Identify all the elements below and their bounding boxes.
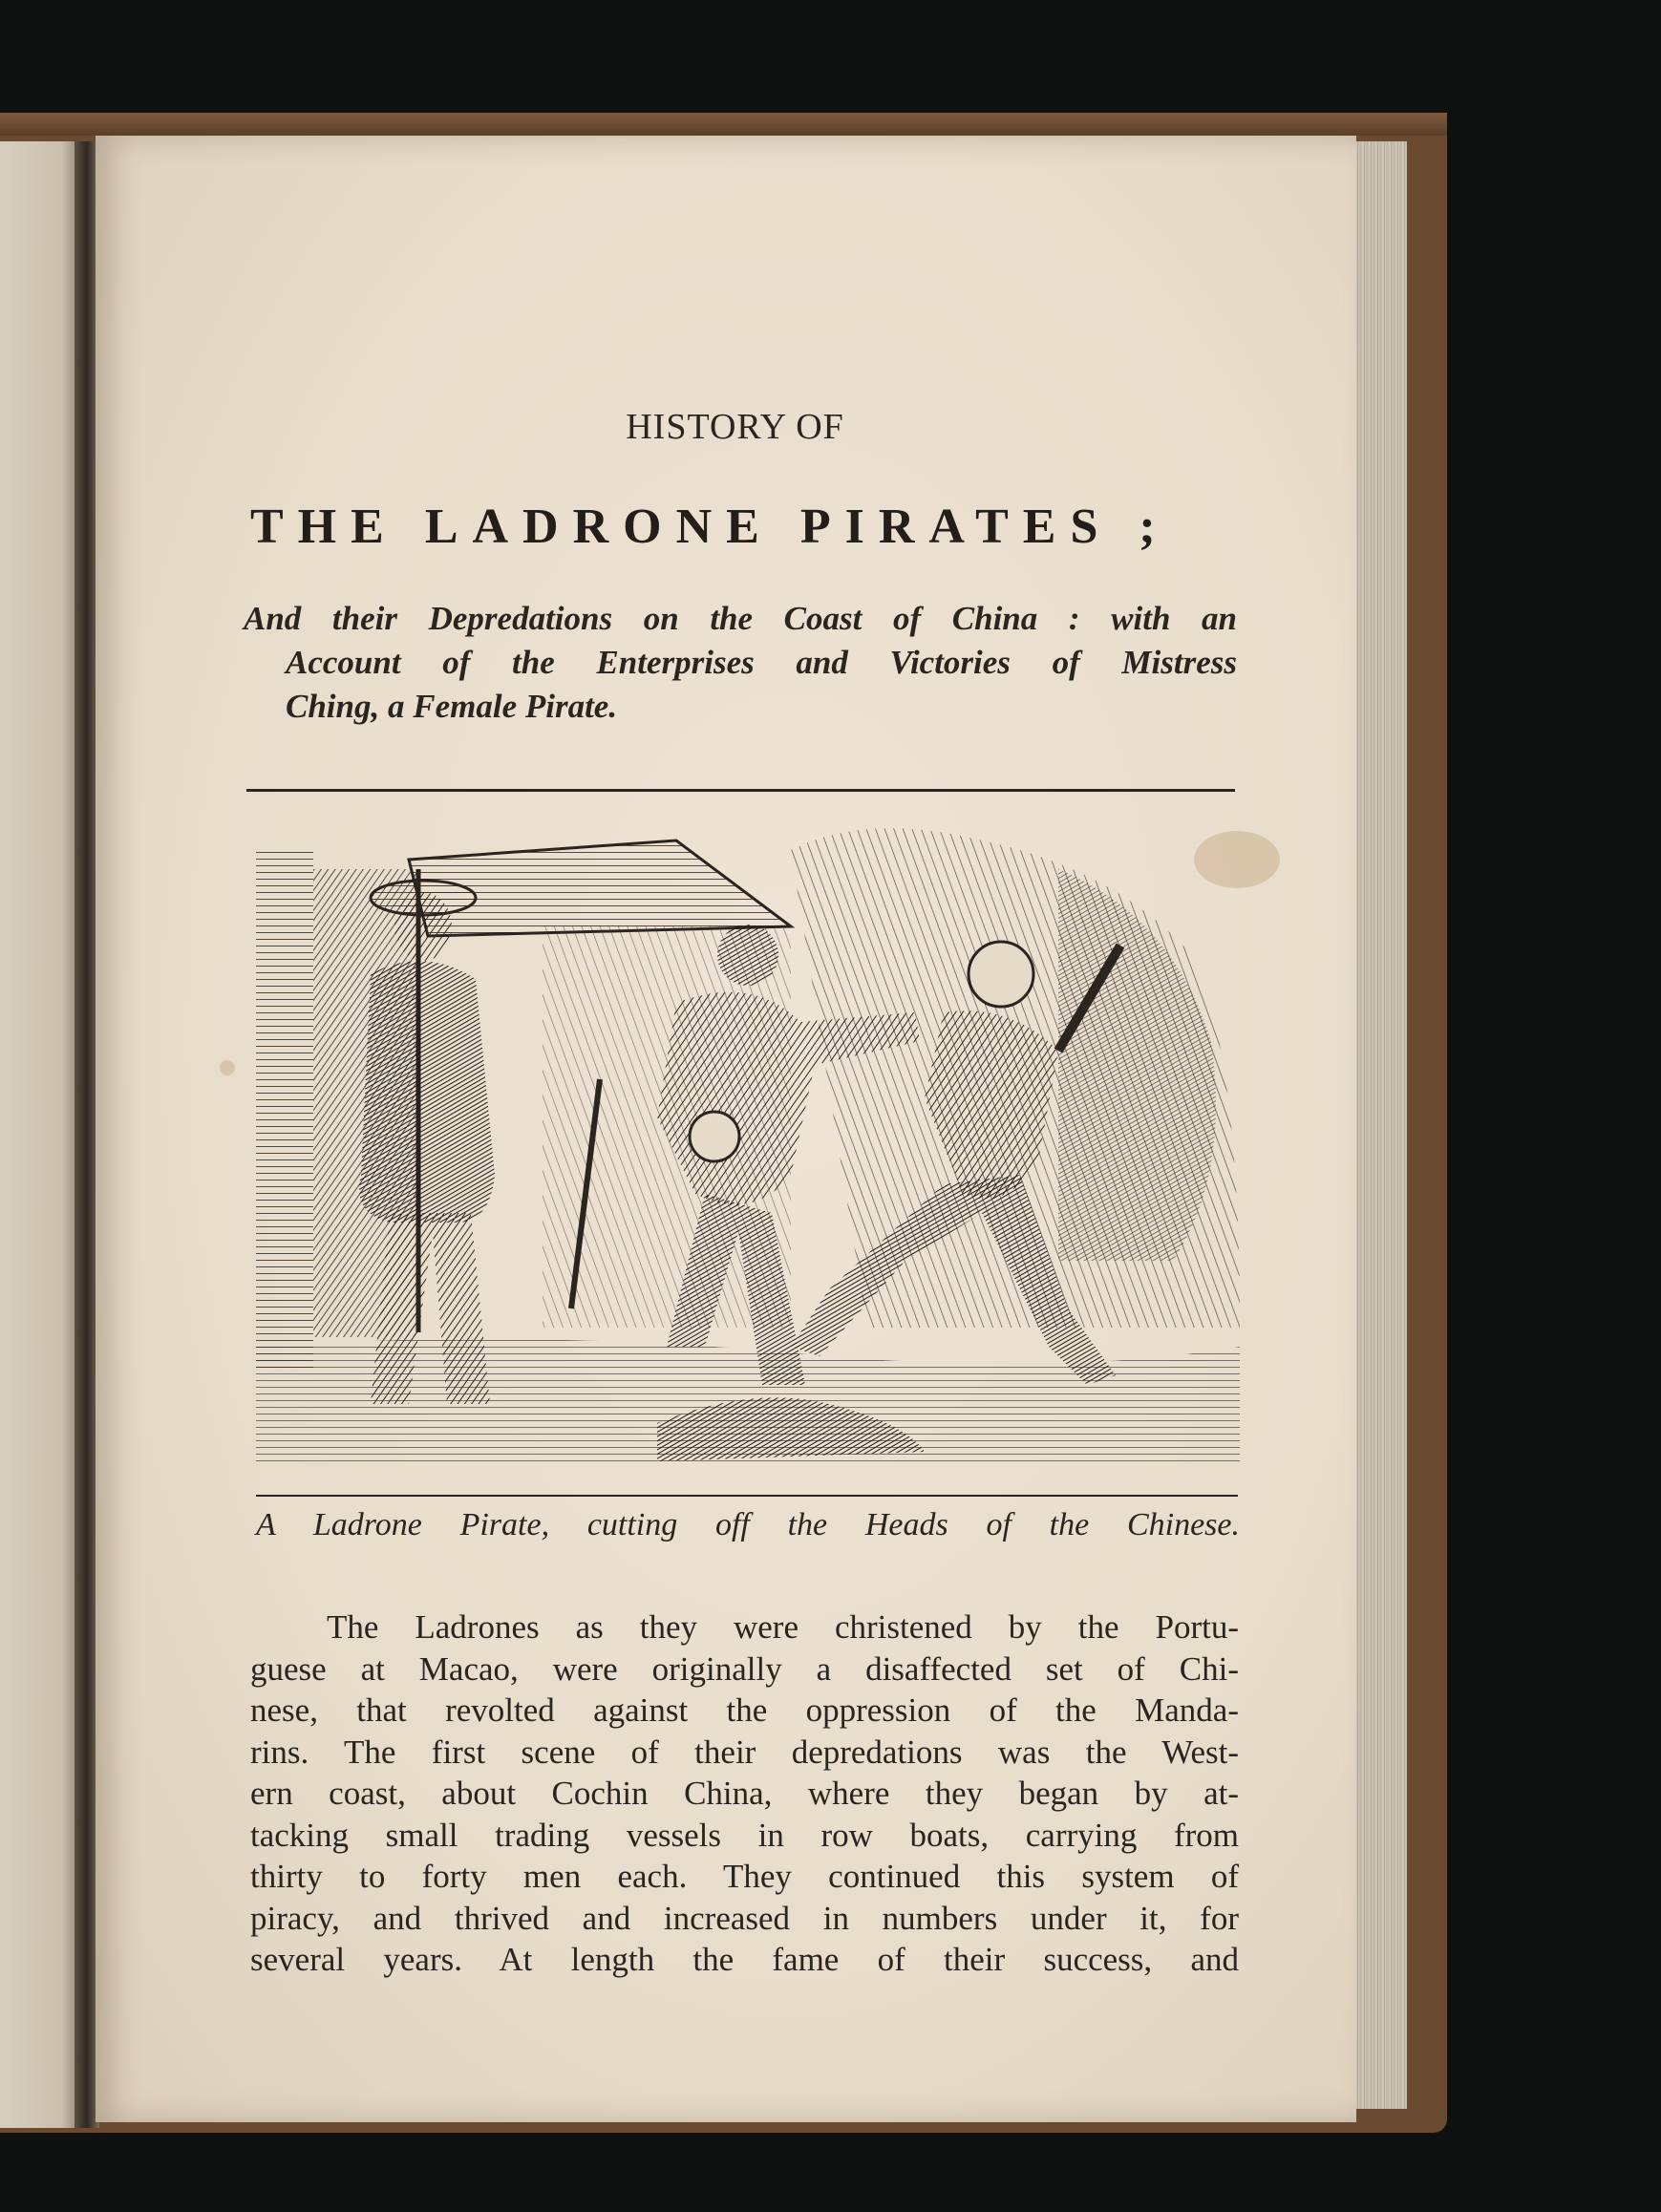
illustration-caption: A Ladrone Pirate, cutting off the Heads of the Chinese. [256,1507,1240,1542]
body-line: piracy, and thrived and increased in numbers under it, for [250,1899,1239,1937]
book-top-edge [0,113,1447,136]
heading-small: HISTORY OF [626,407,844,447]
body-line: rins. The first scene of their depredations was the West- [250,1733,1239,1771]
divider-rule [256,1495,1238,1497]
subtitle-line: Account of the Enterprises and Victories of Mistress [286,644,1237,681]
body-line: The Ladrones as they were christened by the Portu- [327,1608,1239,1646]
body-line: guese at Macao, were originally a disaffected set of Chi- [250,1649,1239,1688]
body-line: several years. At length the fame of their success, and [250,1941,1239,1978]
body-line: ern coast, about Cochin China, where they began by at- [250,1775,1239,1812]
body-line: thirty to forty men each. They continued this system of [250,1858,1239,1895]
page-title: THE LADRONE PIRATES ; [250,500,1170,554]
body-paragraph [250,1606,1239,1981]
body-line: nese, that revolted against the oppression of the Manda- [250,1691,1239,1729]
divider-rule [246,789,1235,792]
body-line: tacking small trading vessels in row boats, carrying from [250,1816,1239,1854]
woodcut-illustration [256,812,1240,1466]
subtitle [244,597,1237,729]
subtitle-line: And their Depredations on the Coast of China : with an [244,600,1237,637]
subtitle-line: Ching, a Female Pirate. [286,688,618,725]
stain-mark [220,1060,235,1075]
